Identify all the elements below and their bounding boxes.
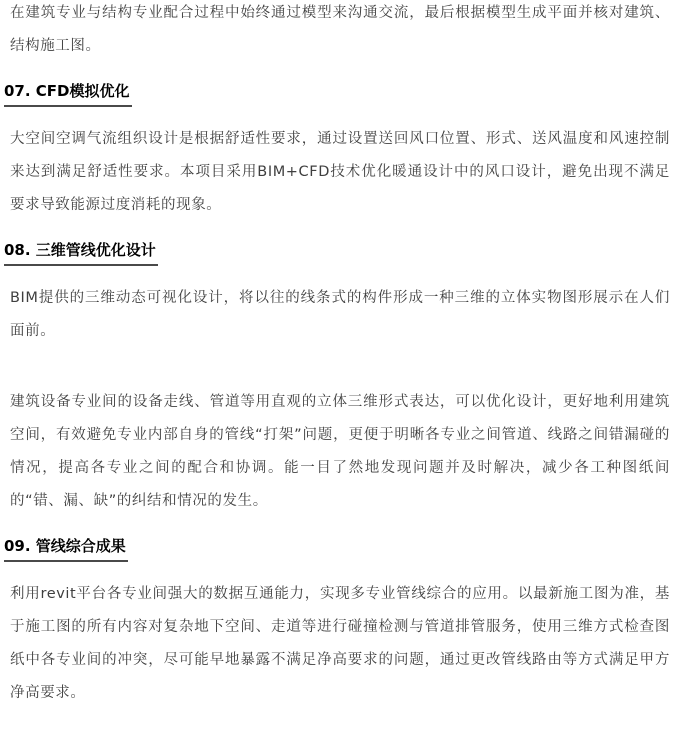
section-09-heading-wrap (4, 528, 670, 570)
section-08-heading: 08. 三维管线优化设计 (4, 240, 158, 266)
section-07-paragraph: 大空间空调气流组织设计是根据舒适性要求，通过设置送回风口位置、形式、送风温度和风速控制来达到满足舒适性要求。本项目采用BIM+CFD技术优化暖通设计中的风口设计，避免出现不满足要求导致能源过度消耗的现象。 (10, 131, 670, 213)
section-07-heading: 07. CFD模拟优化 (4, 81, 132, 107)
section-09-paragraph: 利用revit平台各专业间强大的数据互通能力，实现多专业管线综合的应用。以最新施工图为准，基于施工图的所有内容对复杂地下空间、走道等进行碰撞检测与管道排管服务，使用三维方式检查图纸中各专业间的冲突，尽可能早地暴露不满足净高要求的问题，通过更改管线路由等方式满足甲方净高要求。 (10, 586, 670, 701)
paragraph-spacer (10, 348, 670, 386)
intro-paragraph: 在建筑专业与结构专业配合过程中始终通过模型来沟通交流，最后根据模型生成平面并核对建筑、结构施工图。 (10, 5, 670, 54)
section-08-heading-wrap (4, 232, 670, 274)
section-07-heading-wrap (4, 73, 670, 115)
section-08-paragraph-1: BIM提供的三维动态可视化设计，将以往的线条式的构件形成一种三维的立体实物图形展示在人们面前。 (10, 290, 670, 339)
section-08-paragraph-2: 建筑设备专业间的设备走线、管道等用直观的立体三维形式表达，可以优化设计，更好地利用建筑空间，有效避免专业内部自身的管线“打架”问题，更便于明晰各专业之间管道、线路之间错漏碰的情况，提高各专业之间的配合和协调。能一目了然地发现问题并及时解决，减少各工种图纸间的“错、漏、缺”的纠结和情况的发生。 (10, 394, 670, 509)
section-09-heading: 09. 管线综合成果 (4, 536, 128, 562)
